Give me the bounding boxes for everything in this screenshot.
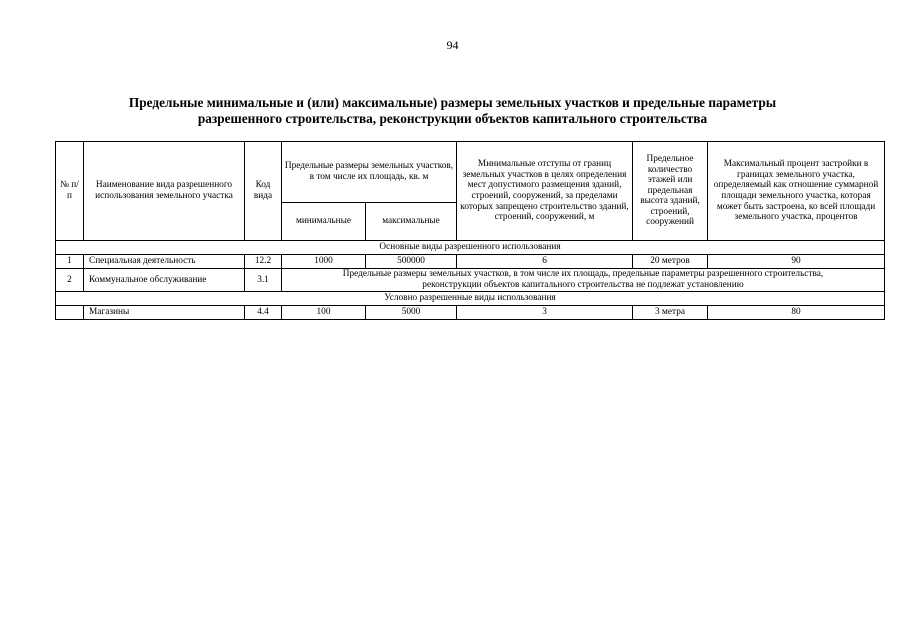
header-floors: Предельное количество этажей или предельная высота зданий, строений, сооружений [633,142,708,241]
header-num: № п/п [56,142,84,241]
header-size-min: минимальные [282,203,366,241]
cell-use-name: Магазины [84,306,245,320]
cell-code: 3.1 [245,269,282,292]
header-code: Код вида [245,142,282,241]
cell-setback: 6 [457,255,633,269]
cell-size-min: 1000 [282,255,366,269]
cell-not-established-note [282,269,885,292]
header-size-max: максимальные [366,203,457,241]
note-line-2: реконструкции объектов капитального строительства не подлежат установлению [422,280,744,290]
cell-floors: 3 метра [633,306,708,320]
page-number: 94 [446,38,459,52]
cell-coverage: 80 [708,306,885,320]
cell-setback: 3 [457,306,633,320]
cell-use-name: Специальная деятельность [84,255,245,269]
table-row [56,306,885,320]
section-row-main [56,241,885,255]
cell-code: 4.4 [245,306,282,320]
header-setback: Минимальные отступы от границ земельных участков в целях определения мест допустимого размещения зданий, строений, сооружений, за пределами которых запрещено строительство зданий, строений, сооружений, м [457,142,633,241]
cell-use-name: Коммунальное обслуживание [84,269,245,292]
cell-num: 2 [56,269,84,292]
cell-coverage: 90 [708,255,885,269]
note-line-1: Предельные размеры земельных участков, в том числе их площадь, предельные параметры разрешенного строительства, [342,269,824,280]
header-use-name: Наименование вида разрешенного использования земельного участка [84,142,245,241]
table-row [56,255,885,269]
cell-num [56,306,84,320]
header-coverage: Максимальный процент застройки в границах земельного участка, определяемый как отношение суммарной площади земельного участка, которая может быть застроена, ко всей площади земельного участка, процентов [708,142,885,241]
header-plot-size: Предельные размеры земельных участков, в том числе их площадь, кв. м [282,142,457,203]
header-row [56,142,885,203]
table-row [56,269,885,292]
cell-code: 12.2 [245,255,282,269]
title-line-2: разрешенного строительства, реконструкции объектов капитального строительства [197,111,708,126]
section-row-conditional [56,292,885,306]
cell-size-max: 5000 [366,306,457,320]
section-title-main: Основные виды разрешенного использования [56,241,885,255]
document-title [60,95,845,127]
title-line-1: Предельные минимальные и (или) максимальные) размеры земельных участков и предельные параметры [128,95,777,110]
zoning-parameters-table [55,141,885,320]
cell-size-min: 100 [282,306,366,320]
cell-num: 1 [56,255,84,269]
section-title-conditional: Условно разрешенные виды использования [56,292,885,306]
cell-size-max: 500000 [366,255,457,269]
cell-floors: 20 метров [633,255,708,269]
